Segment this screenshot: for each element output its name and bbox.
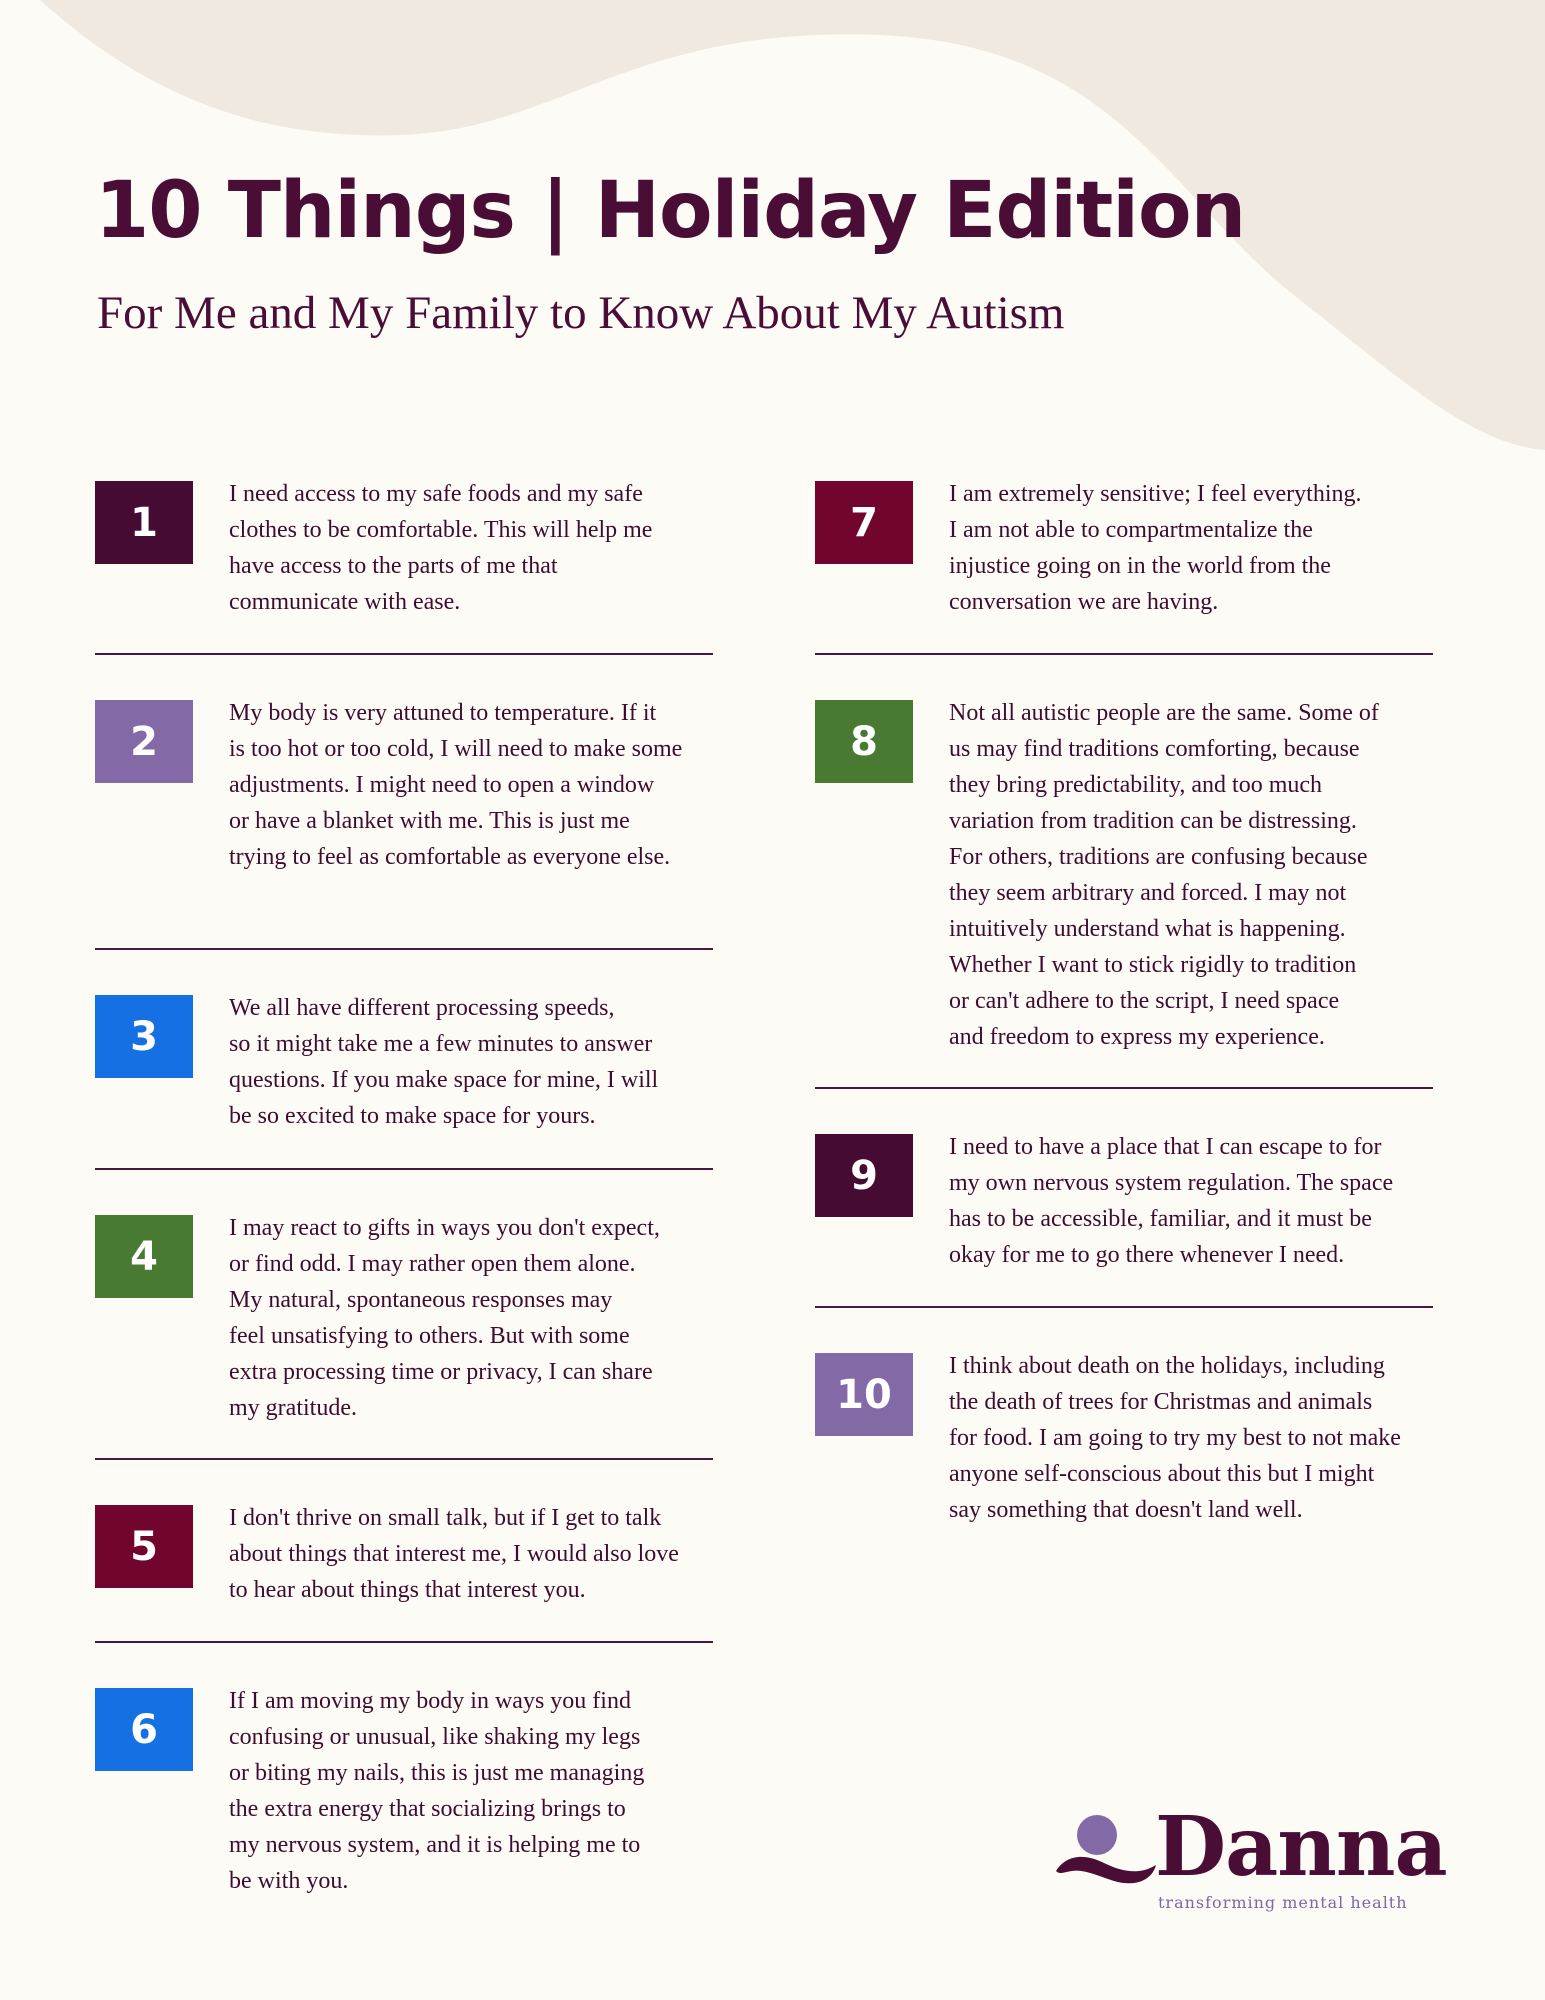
list-item-4 (95, 1170, 715, 1458)
item-text-5: I don't thrive on small talk, but if I get to talk about things that interest me, I would also love to hear about things that interest you. (229, 1505, 679, 1603)
item-text-9: I need to have a place that I can escape to for my own nervous system regulation. The space has to be accessible, familiar, and it must be okay for me to go there whenever I need. (949, 1134, 1394, 1268)
number-badge-8: 8 (815, 700, 913, 783)
list-item-6 (95, 1643, 715, 1903)
logo-dot-icon (1077, 1815, 1117, 1855)
list-item-10 (815, 1308, 1435, 1548)
item-text-6: If I am moving my body in ways you find confusing or unusual, like shaking my legs or biting my nails, this is just me managing the extra energy that socializing brings to my nervous system, and it is helping me to be with you. (229, 1688, 645, 1894)
item-text-8: Not all autistic people are the same. Some of us may find traditions comforting, because they bring predictability, and too much variation from tradition can be distressing. For others, traditions are confusing because they seem arbitrary and forced. I may not intuitively understand what is happening. Whether I want to stick rigidly to tradition or can't adhere to the script, I need space and freedom to express my experience. (949, 700, 1379, 1050)
item-text-7: I am extremely sensitive; I feel everything. I am not able to compartmentalize the injustice going on in the world from the conversation we are having. (949, 481, 1362, 615)
page-title: 10 Things | Holiday Edition (95, 166, 1246, 256)
number-badge-6: 6 (95, 1688, 193, 1771)
item-text-4: I may react to gifts in ways you don't expect, or find odd. I may rather open them alone. My natural, spontaneous responses may feel unsatisfying to others. But with some extra processing time or privacy, I can share my gratitude. (229, 1215, 660, 1421)
list-item-5 (95, 1460, 715, 1641)
item-text-2: My body is very attuned to temperature. If it is too hot or too cold, I will need to make some adjustments. I might need to open a window or have a blanket with me. This is just me trying to feel as comfortable as everyone else. (229, 700, 683, 870)
number-badge-4: 4 (95, 1215, 193, 1298)
list-item-8 (815, 655, 1435, 1087)
item-text-1: I need access to my safe foods and my safe clothes to be comfortable. This will help me have access to the parts of me that communicate with ease. (229, 481, 653, 615)
right-column (815, 476, 1435, 1548)
number-badge-1: 1 (95, 481, 193, 564)
item-text-10: I think about death on the holidays, including the death of trees for Christmas and animals for food. I am going to try my best to not make anyone self-conscious about this but I might say something that doesn't land well. (949, 1353, 1401, 1523)
danna-logo (1052, 1799, 1472, 1915)
list-item-3 (95, 950, 715, 1168)
list-item-7 (815, 476, 1435, 653)
number-badge-9: 9 (815, 1134, 913, 1217)
number-badge-10: 10 (815, 1353, 913, 1436)
list-item-1 (95, 476, 715, 653)
logo-swoosh-icon (1056, 1857, 1156, 1883)
number-badge-2: 2 (95, 700, 193, 783)
number-badge-5: 5 (95, 1505, 193, 1588)
list-item-2 (95, 655, 715, 948)
logo-tagline: transforming mental health (1158, 1893, 1408, 1912)
logo-wordmark: Danna (1155, 1799, 1447, 1895)
left-column (95, 476, 715, 1903)
item-text-3: We all have different processing speeds, so it might take me a few minutes to answer questions. If you make space for mine, I will be so excited to make space for yours. (229, 995, 659, 1129)
logo-mark-icon (1052, 1815, 1162, 1885)
number-badge-3: 3 (95, 995, 193, 1078)
page-subtitle: For Me and My Family to Know About My Autism (97, 287, 1065, 339)
list-item-9 (815, 1089, 1435, 1306)
number-badge-7: 7 (815, 481, 913, 564)
